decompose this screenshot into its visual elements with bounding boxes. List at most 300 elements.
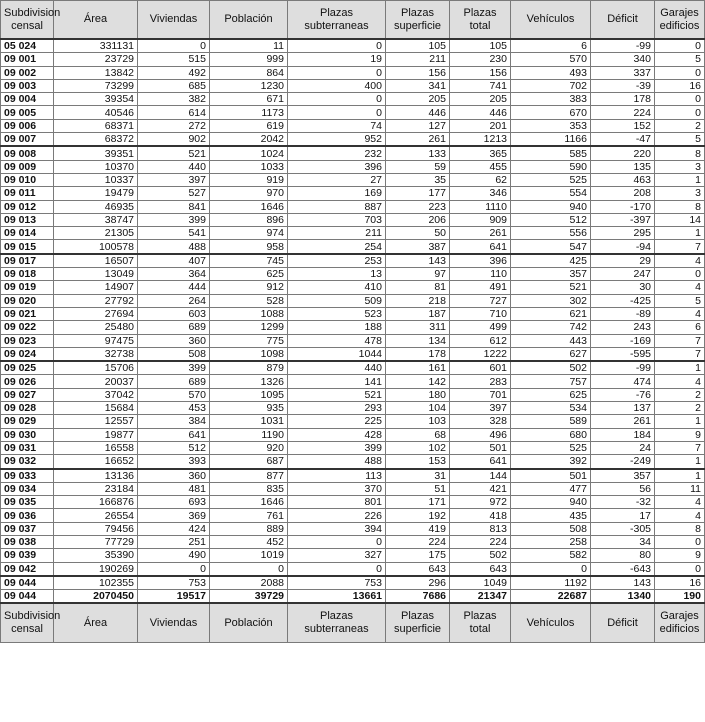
value-cell: 541 [138, 227, 210, 240]
value-cell: 29 [591, 254, 655, 268]
value-cell: 142 [386, 375, 450, 388]
value-cell: 887 [288, 200, 386, 213]
value-cell: 4 [655, 307, 705, 320]
value-cell: 272 [138, 119, 210, 132]
value-cell: 184 [591, 428, 655, 441]
value-cell: 418 [450, 509, 511, 522]
subdivision-code-cell: 09 038 [1, 535, 54, 548]
value-cell: -643 [591, 562, 655, 576]
value-cell: 671 [210, 93, 288, 106]
value-cell: 1646 [210, 496, 288, 509]
value-cell: 39351 [54, 146, 138, 160]
value-cell: -99 [591, 361, 655, 375]
subdivision-code-cell: 09 022 [1, 321, 54, 334]
value-cell: 0 [655, 66, 705, 79]
value-cell: 474 [591, 375, 655, 388]
value-cell: 455 [450, 160, 511, 173]
subdivision-code-cell: 09 034 [1, 482, 54, 495]
value-cell: 1095 [210, 388, 288, 401]
subdivision-code-cell: 09 009 [1, 160, 54, 173]
value-cell: -76 [591, 388, 655, 401]
value-cell: 1 [655, 173, 705, 186]
value-cell: 105 [450, 39, 511, 53]
value-cell: -89 [591, 307, 655, 320]
value-cell: 399 [288, 441, 386, 454]
value-cell: 1166 [511, 133, 591, 147]
value-cell: 493 [511, 66, 591, 79]
value-cell: 512 [511, 213, 591, 226]
value-cell: 554 [511, 187, 591, 200]
subdivision-code-cell: 09 026 [1, 375, 54, 388]
value-cell: 6 [655, 321, 705, 334]
value-cell: 3 [655, 187, 705, 200]
value-cell: 370 [288, 482, 386, 495]
value-cell: 208 [591, 187, 655, 200]
value-cell: 399 [138, 361, 210, 375]
subdivision-code-cell: 09 033 [1, 469, 54, 483]
value-cell: 775 [210, 334, 288, 347]
value-cell: 896 [210, 213, 288, 226]
value-cell: 0 [288, 66, 386, 79]
value-cell: 703 [288, 213, 386, 226]
value-cell: 22687 [511, 590, 591, 604]
value-cell: -397 [591, 213, 655, 226]
table-row [1, 482, 705, 495]
value-cell: 687 [210, 455, 288, 469]
value-cell: 27694 [54, 307, 138, 320]
value-cell: 171 [386, 496, 450, 509]
value-cell: 496 [450, 428, 511, 441]
subdivision-code-cell: 09 006 [1, 119, 54, 132]
value-cell: 296 [386, 576, 450, 590]
value-cell: 521 [511, 281, 591, 294]
value-cell: -94 [591, 240, 655, 254]
value-cell: 383 [511, 93, 591, 106]
subdivision-code-cell: 09 037 [1, 522, 54, 535]
value-cell: 360 [138, 469, 210, 483]
value-cell: 223 [386, 200, 450, 213]
value-cell: 4 [655, 496, 705, 509]
value-cell: 166876 [54, 496, 138, 509]
value-cell: 710 [450, 307, 511, 320]
value-cell: 0 [288, 106, 386, 119]
value-cell: 641 [138, 428, 210, 441]
value-cell: 393 [138, 455, 210, 469]
value-cell: 410 [288, 281, 386, 294]
value-cell: 143 [591, 576, 655, 590]
value-cell: 488 [138, 240, 210, 254]
value-cell: 192 [386, 509, 450, 522]
value-cell: 0 [210, 562, 288, 576]
value-cell: 1230 [210, 79, 288, 92]
value-cell: 0 [655, 106, 705, 119]
value-cell: 14907 [54, 281, 138, 294]
value-cell: 369 [138, 509, 210, 522]
table-row [1, 522, 705, 535]
column-footer: Déficit [591, 603, 655, 643]
value-cell: 0 [288, 562, 386, 576]
column-footer: Población [210, 603, 288, 643]
value-cell: 446 [450, 106, 511, 119]
value-cell: 153 [386, 455, 450, 469]
value-cell: 501 [511, 469, 591, 483]
subdivision-code-cell: 09 002 [1, 66, 54, 79]
value-cell: 19 [288, 53, 386, 66]
value-cell: 39354 [54, 93, 138, 106]
value-cell: 1033 [210, 160, 288, 173]
value-cell: 1044 [288, 347, 386, 361]
value-cell: 178 [591, 93, 655, 106]
value-cell: 0 [288, 39, 386, 53]
value-cell: -169 [591, 334, 655, 347]
table-row [1, 361, 705, 375]
value-cell: -170 [591, 200, 655, 213]
table-row [1, 576, 705, 590]
value-cell: 13136 [54, 469, 138, 483]
column-header: Viviendas [138, 1, 210, 40]
table-row [1, 428, 705, 441]
column-footer: Subdivision censal [1, 603, 54, 643]
value-cell: 7 [655, 334, 705, 347]
value-cell: 527 [138, 187, 210, 200]
table-row [1, 347, 705, 361]
value-cell: 387 [386, 240, 450, 254]
value-cell: 582 [511, 549, 591, 562]
value-cell: 428 [288, 428, 386, 441]
value-cell: 612 [450, 334, 511, 347]
table-row [1, 307, 705, 320]
value-cell: 137 [591, 402, 655, 415]
value-cell: 570 [138, 388, 210, 401]
value-cell: 201 [450, 119, 511, 132]
value-cell: 97 [386, 268, 450, 281]
value-cell: 341 [386, 79, 450, 92]
value-cell: 585 [511, 146, 591, 160]
table-row [1, 549, 705, 562]
value-cell: 360 [138, 334, 210, 347]
value-cell: 400 [288, 79, 386, 92]
value-cell: -595 [591, 347, 655, 361]
column-header: Plazas superficie [386, 1, 450, 40]
value-cell: 693 [138, 496, 210, 509]
value-cell: 337 [591, 66, 655, 79]
value-cell: 589 [511, 415, 591, 428]
column-header: Déficit [591, 1, 655, 40]
subdivision-code-cell: 09 005 [1, 106, 54, 119]
total-row [1, 590, 705, 604]
value-cell: 56 [591, 482, 655, 495]
value-cell: 670 [511, 106, 591, 119]
subdivision-code-cell: 09 014 [1, 227, 54, 240]
value-cell: 1 [655, 469, 705, 483]
value-cell: 407 [138, 254, 210, 268]
value-cell: 742 [511, 321, 591, 334]
value-cell: 877 [210, 469, 288, 483]
value-cell: 446 [386, 106, 450, 119]
value-cell: 15684 [54, 402, 138, 415]
value-cell: 187 [386, 307, 450, 320]
table-row [1, 268, 705, 281]
value-cell: 7 [655, 347, 705, 361]
column-footer: Plazas total [450, 603, 511, 643]
value-cell: 570 [511, 53, 591, 66]
value-cell: 919 [210, 173, 288, 186]
value-cell: 491 [450, 281, 511, 294]
value-cell: 27 [288, 173, 386, 186]
subdivision-code-cell: 09 020 [1, 294, 54, 307]
value-cell: 614 [138, 106, 210, 119]
table-row [1, 133, 705, 147]
value-cell: 8 [655, 146, 705, 160]
value-cell: 2070450 [54, 590, 138, 604]
value-cell: 253 [288, 254, 386, 268]
value-cell: 4 [655, 254, 705, 268]
value-cell: 813 [450, 522, 511, 535]
value-cell: 1 [655, 415, 705, 428]
value-cell: 14 [655, 213, 705, 226]
subdivision-code-cell: 09 030 [1, 428, 54, 441]
value-cell: 15706 [54, 361, 138, 375]
subdivision-code-cell: 09 023 [1, 334, 54, 347]
value-cell: 0 [138, 562, 210, 576]
value-cell: 841 [138, 200, 210, 213]
value-cell: 490 [138, 549, 210, 562]
table-row [1, 227, 705, 240]
table-row [1, 535, 705, 548]
value-cell: 16652 [54, 455, 138, 469]
subdivision-code-cell: 09 035 [1, 496, 54, 509]
value-cell: 127 [386, 119, 450, 132]
value-cell: 103 [386, 415, 450, 428]
value-cell: 1192 [511, 576, 591, 590]
value-cell: 1 [655, 455, 705, 469]
value-cell: 1326 [210, 375, 288, 388]
value-cell: 258 [511, 535, 591, 548]
table-row [1, 146, 705, 160]
value-cell: 5 [655, 53, 705, 66]
table-row [1, 334, 705, 347]
value-cell: 261 [450, 227, 511, 240]
value-cell: 2042 [210, 133, 288, 147]
value-cell: 394 [288, 522, 386, 535]
value-cell: 37042 [54, 388, 138, 401]
value-cell: 261 [386, 133, 450, 147]
value-cell: 16507 [54, 254, 138, 268]
value-cell: 340 [591, 53, 655, 66]
value-cell: 396 [450, 254, 511, 268]
value-cell: 190 [655, 590, 705, 604]
table-row [1, 160, 705, 173]
value-cell: 178 [386, 347, 450, 361]
value-cell: 190269 [54, 562, 138, 576]
value-cell: 156 [450, 66, 511, 79]
value-cell: -39 [591, 79, 655, 92]
value-cell: 327 [288, 549, 386, 562]
value-cell: 727 [450, 294, 511, 307]
value-cell: 556 [511, 227, 591, 240]
table-row [1, 53, 705, 66]
subdivision-code-cell: 09 025 [1, 361, 54, 375]
value-cell: 11 [655, 482, 705, 495]
value-cell: 0 [655, 93, 705, 106]
value-cell: -47 [591, 133, 655, 147]
value-cell: 443 [511, 334, 591, 347]
value-cell: 509 [288, 294, 386, 307]
value-cell: 440 [288, 361, 386, 375]
value-cell: 0 [655, 535, 705, 548]
value-cell: 601 [450, 361, 511, 375]
value-cell: 477 [511, 482, 591, 495]
table-row [1, 119, 705, 132]
value-cell: 254 [288, 240, 386, 254]
value-cell: 5 [655, 294, 705, 307]
value-cell: 16558 [54, 441, 138, 454]
subdivision-code-cell: 09 028 [1, 402, 54, 415]
value-cell: 247 [591, 268, 655, 281]
value-cell: 935 [210, 402, 288, 415]
subdivision-code-cell: 09 044 [1, 590, 54, 604]
value-cell: 226 [288, 509, 386, 522]
column-header: Área [54, 1, 138, 40]
table-row [1, 200, 705, 213]
value-cell: 1190 [210, 428, 288, 441]
value-cell: 68372 [54, 133, 138, 147]
value-cell: 13661 [288, 590, 386, 604]
table-row [1, 213, 705, 226]
value-cell: 525 [511, 173, 591, 186]
value-cell: 625 [511, 388, 591, 401]
table-footer [1, 603, 705, 643]
value-cell: 302 [511, 294, 591, 307]
subdivision-code-cell: 09 012 [1, 200, 54, 213]
value-cell: 958 [210, 240, 288, 254]
value-cell: 3 [655, 160, 705, 173]
table-row [1, 415, 705, 428]
column-header: Plazas total [450, 1, 511, 40]
value-cell: 5 [655, 133, 705, 147]
value-cell: 35390 [54, 549, 138, 562]
value-cell: 972 [450, 496, 511, 509]
value-cell: 1 [655, 227, 705, 240]
value-cell: 19517 [138, 590, 210, 604]
value-cell: 134 [386, 334, 450, 347]
value-cell: 211 [386, 53, 450, 66]
column-footer: Plazas subterraneas [288, 603, 386, 643]
value-cell: 643 [450, 562, 511, 576]
table-row [1, 173, 705, 186]
value-cell: 0 [511, 562, 591, 576]
value-cell: 68 [386, 428, 450, 441]
value-cell: 10370 [54, 160, 138, 173]
value-cell: 21305 [54, 227, 138, 240]
value-cell: 399 [138, 213, 210, 226]
subdivision-code-cell: 09 036 [1, 509, 54, 522]
value-cell: 424 [138, 522, 210, 535]
value-cell: 110 [450, 268, 511, 281]
value-cell: 643 [386, 562, 450, 576]
value-cell: 492 [138, 66, 210, 79]
value-cell: 440 [138, 160, 210, 173]
value-cell: 603 [138, 307, 210, 320]
table-row [1, 66, 705, 79]
value-cell: 144 [450, 469, 511, 483]
subdivision-code-cell: 05 024 [1, 39, 54, 53]
value-cell: 230 [450, 53, 511, 66]
value-cell: 680 [511, 428, 591, 441]
value-cell: -99 [591, 39, 655, 53]
value-cell: 463 [591, 173, 655, 186]
value-cell: 547 [511, 240, 591, 254]
value-cell: 879 [210, 361, 288, 375]
value-cell: 293 [288, 402, 386, 415]
value-cell: 8 [655, 200, 705, 213]
subdivision-code-cell: 09 008 [1, 146, 54, 160]
value-cell: 25480 [54, 321, 138, 334]
value-cell: 0 [288, 535, 386, 548]
value-cell: 627 [511, 347, 591, 361]
column-footer: Plazas superficie [386, 603, 450, 643]
value-cell: 68371 [54, 119, 138, 132]
subdivision-code-cell: 09 024 [1, 347, 54, 361]
value-cell: 1222 [450, 347, 511, 361]
value-cell: 502 [450, 549, 511, 562]
table-row [1, 562, 705, 576]
value-cell: 1024 [210, 146, 288, 160]
table-row [1, 469, 705, 483]
value-cell: 508 [511, 522, 591, 535]
value-cell: 365 [450, 146, 511, 160]
value-cell: 761 [210, 509, 288, 522]
value-cell: 81 [386, 281, 450, 294]
value-cell: 180 [386, 388, 450, 401]
value-cell: 224 [591, 106, 655, 119]
column-header: Subdivision censal [1, 1, 54, 40]
value-cell: 152 [591, 119, 655, 132]
value-cell: 74 [288, 119, 386, 132]
value-cell: 16 [655, 576, 705, 590]
value-cell: 2088 [210, 576, 288, 590]
subdivision-code-cell: 09 003 [1, 79, 54, 92]
value-cell: 7 [655, 240, 705, 254]
value-cell: 283 [450, 375, 511, 388]
value-cell: 1049 [450, 576, 511, 590]
table-row [1, 39, 705, 53]
table-row [1, 441, 705, 454]
subdivision-code-cell: 09 001 [1, 53, 54, 66]
value-cell: 523 [288, 307, 386, 320]
value-cell: 421 [450, 482, 511, 495]
value-cell: 641 [450, 455, 511, 469]
value-cell: 1213 [450, 133, 511, 147]
value-cell: 4 [655, 281, 705, 294]
table-row [1, 79, 705, 92]
value-cell: 27792 [54, 294, 138, 307]
value-cell: 382 [138, 93, 210, 106]
value-cell: 864 [210, 66, 288, 79]
table-row [1, 281, 705, 294]
subdivision-code-cell: 09 007 [1, 133, 54, 147]
value-cell: -305 [591, 522, 655, 535]
value-cell: 177 [386, 187, 450, 200]
column-footer: Garajes edificios [655, 603, 705, 643]
value-cell: -425 [591, 294, 655, 307]
value-cell: 169 [288, 187, 386, 200]
value-cell: 1340 [591, 590, 655, 604]
column-footer: Viviendas [138, 603, 210, 643]
value-cell: 619 [210, 119, 288, 132]
value-cell: 206 [386, 213, 450, 226]
value-cell: 39729 [210, 590, 288, 604]
